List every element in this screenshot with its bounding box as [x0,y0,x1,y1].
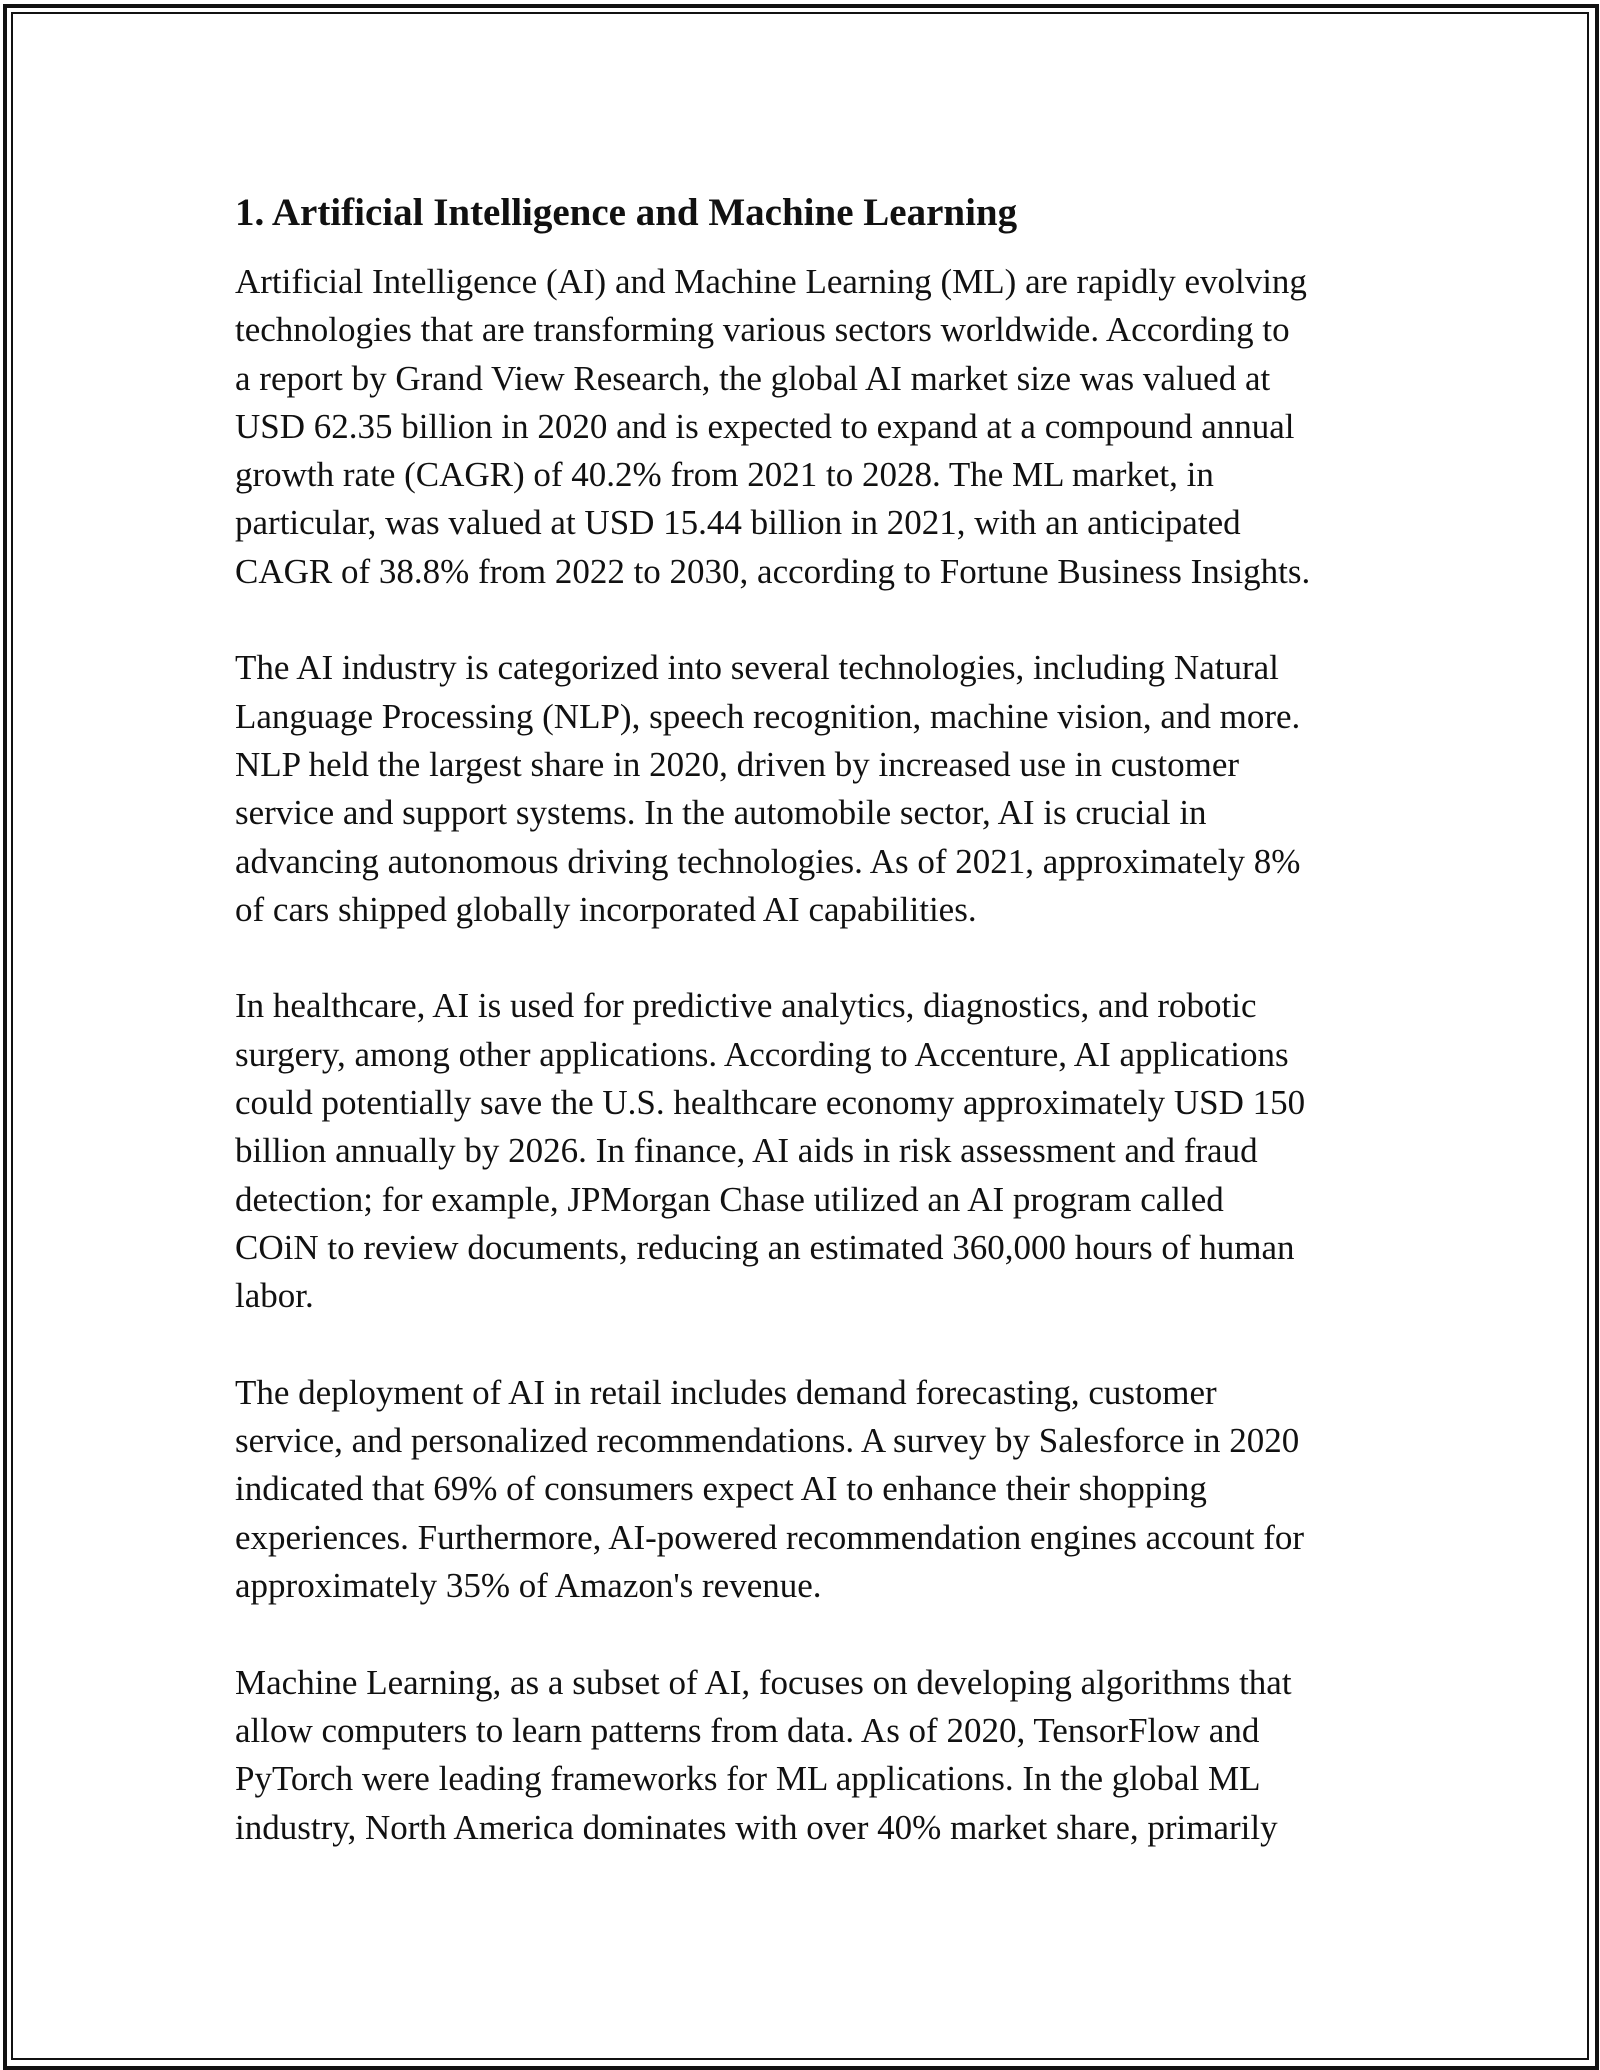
text-line: The AI industry is categorized into several technologies, including Natural [235,648,1279,688]
text-line: service, and personalized recommendations. A survey by Salesforce in 2020 [235,1421,1300,1461]
text-line: a report by Grand View Research, the global AI market size was valued at [235,358,1271,398]
text-line: advancing autonomous driving technologies. As of 2021, approximately 8% [235,841,1301,881]
paragraph-ai-technologies [235,644,1385,934]
text-line: billion annually by 2026. In finance, AI aids in risk assessment and fraud [235,1131,1258,1171]
text-line: technologies that are transforming various sectors worldwide. According to [235,310,1290,350]
text-line: service and support systems. In the automobile sector, AI is crucial in [235,793,1207,833]
text-line: In healthcare, AI is used for predictive analytics, diagnostics, and robotic [235,986,1257,1026]
text-line: Language Processing (NLP), speech recognition, machine vision, and more. [235,696,1301,736]
text-line: labor. [235,1276,314,1316]
text-line: Artificial Intelligence (AI) and Machine Learning (ML) are rapidly evolving [235,262,1307,301]
text-line: indicated that 69% of consumers expect AI to enhance their shopping [235,1469,1207,1509]
text-line: could potentially save the U.S. healthcare economy approximately USD 150 [235,1083,1306,1123]
text-line: of cars shipped globally incorporated AI capabilities. [235,889,977,929]
text-line: particular, was valued at USD 15.44 billion in 2021, with an anticipated [235,503,1241,543]
text-line: USD 62.35 billion in 2020 and is expected to expand at a compound annual [235,406,1295,446]
text-line: detection; for example, JPMorgan Chase utilized an AI program called [235,1179,1224,1219]
text-line: CAGR of 38.8% from 2022 to 2030, according to Fortune Business Insights. [235,551,1311,591]
text-line: COiN to review documents, reducing an estimated 360,000 hours of human [235,1227,1295,1267]
text-line: The deployment of AI in retail includes demand forecasting, customer [235,1372,1217,1412]
document-body [235,184,1385,1900]
text-line: experiences. Furthermore, AI-powered recommendation engines account for [235,1517,1305,1557]
paragraph-ai-healthcare-finance [235,982,1385,1320]
text-line: industry, North America dominates with over 40% market share, primarily [235,1807,1278,1847]
section-heading: 1. Artificial Intelligence and Machine Learning [235,191,1018,234]
text-line: PyTorch were leading frameworks for ML applications. In the global ML [235,1759,1261,1799]
text-line: growth rate (CAGR) of 40.2% from 2021 to 2028. The ML market, in [235,455,1214,495]
paragraph-machine-learning [235,1659,1385,1852]
text-line: NLP held the largest share in 2020, driven by increased use in customer [235,744,1240,784]
text-line: Machine Learning, as a subset of AI, focuses on developing algorithms that [235,1662,1292,1702]
text-line: allow computers to learn patterns from data. As of 2020, TensorFlow and [235,1710,1260,1750]
text-line: approximately 35% of Amazon's revenue. [235,1566,822,1606]
text-line: surgery, among other applications. According to Accenture, AI applications [235,1034,1289,1074]
paragraph-ai-ml-market [235,258,1385,596]
paragraph-ai-retail [235,1369,1385,1610]
